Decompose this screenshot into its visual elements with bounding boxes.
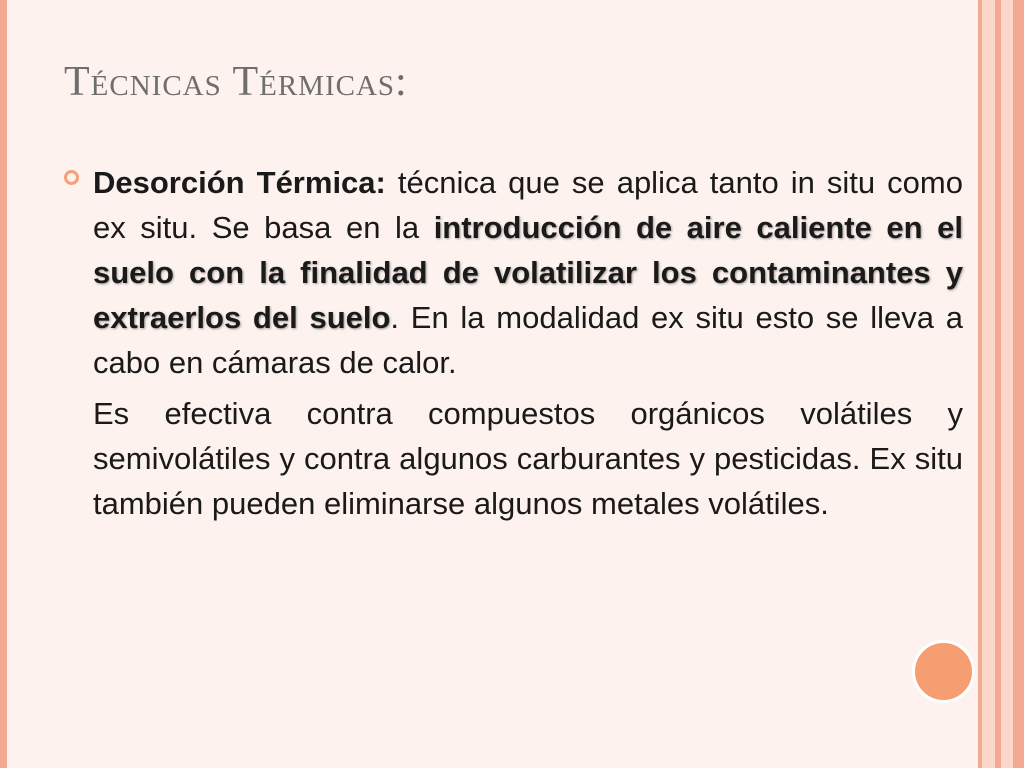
slide-body: [93, 160, 963, 526]
highlighted-text: introducción de aire caliente en el suelo con la finalidad de volatilizar los contaminantes y extraerlos del suelo: [93, 210, 963, 335]
left-decorative-stripe: [0, 0, 7, 768]
right-stripe: [982, 0, 995, 768]
paragraph-text: . En la modalidad ex situ esto se lleva a cabo en cámaras de calor.: [93, 300, 963, 380]
paragraph-text: técnica que se aplica tanto in situ como ex situ. Se basa en la: [93, 165, 963, 245]
right-stripe: [1013, 0, 1024, 768]
paragraph-efectiva: Es efectiva contra compuestos orgánicos volátiles y semivolátiles y contra algunos carburantes y pesticidas. Ex situ también pueden eliminarse algunos metales volátiles.: [93, 396, 963, 521]
paragraph-desorcion: [93, 160, 963, 385]
right-stripe: [1001, 0, 1013, 768]
right-decorative-stripes: [978, 0, 1024, 768]
ring-bullet-icon: [64, 170, 79, 185]
slide-title: Técnicas Térmicas:: [64, 59, 408, 105]
term-lead: Desorción Térmica:: [93, 165, 386, 200]
decorative-circle: [912, 640, 975, 703]
